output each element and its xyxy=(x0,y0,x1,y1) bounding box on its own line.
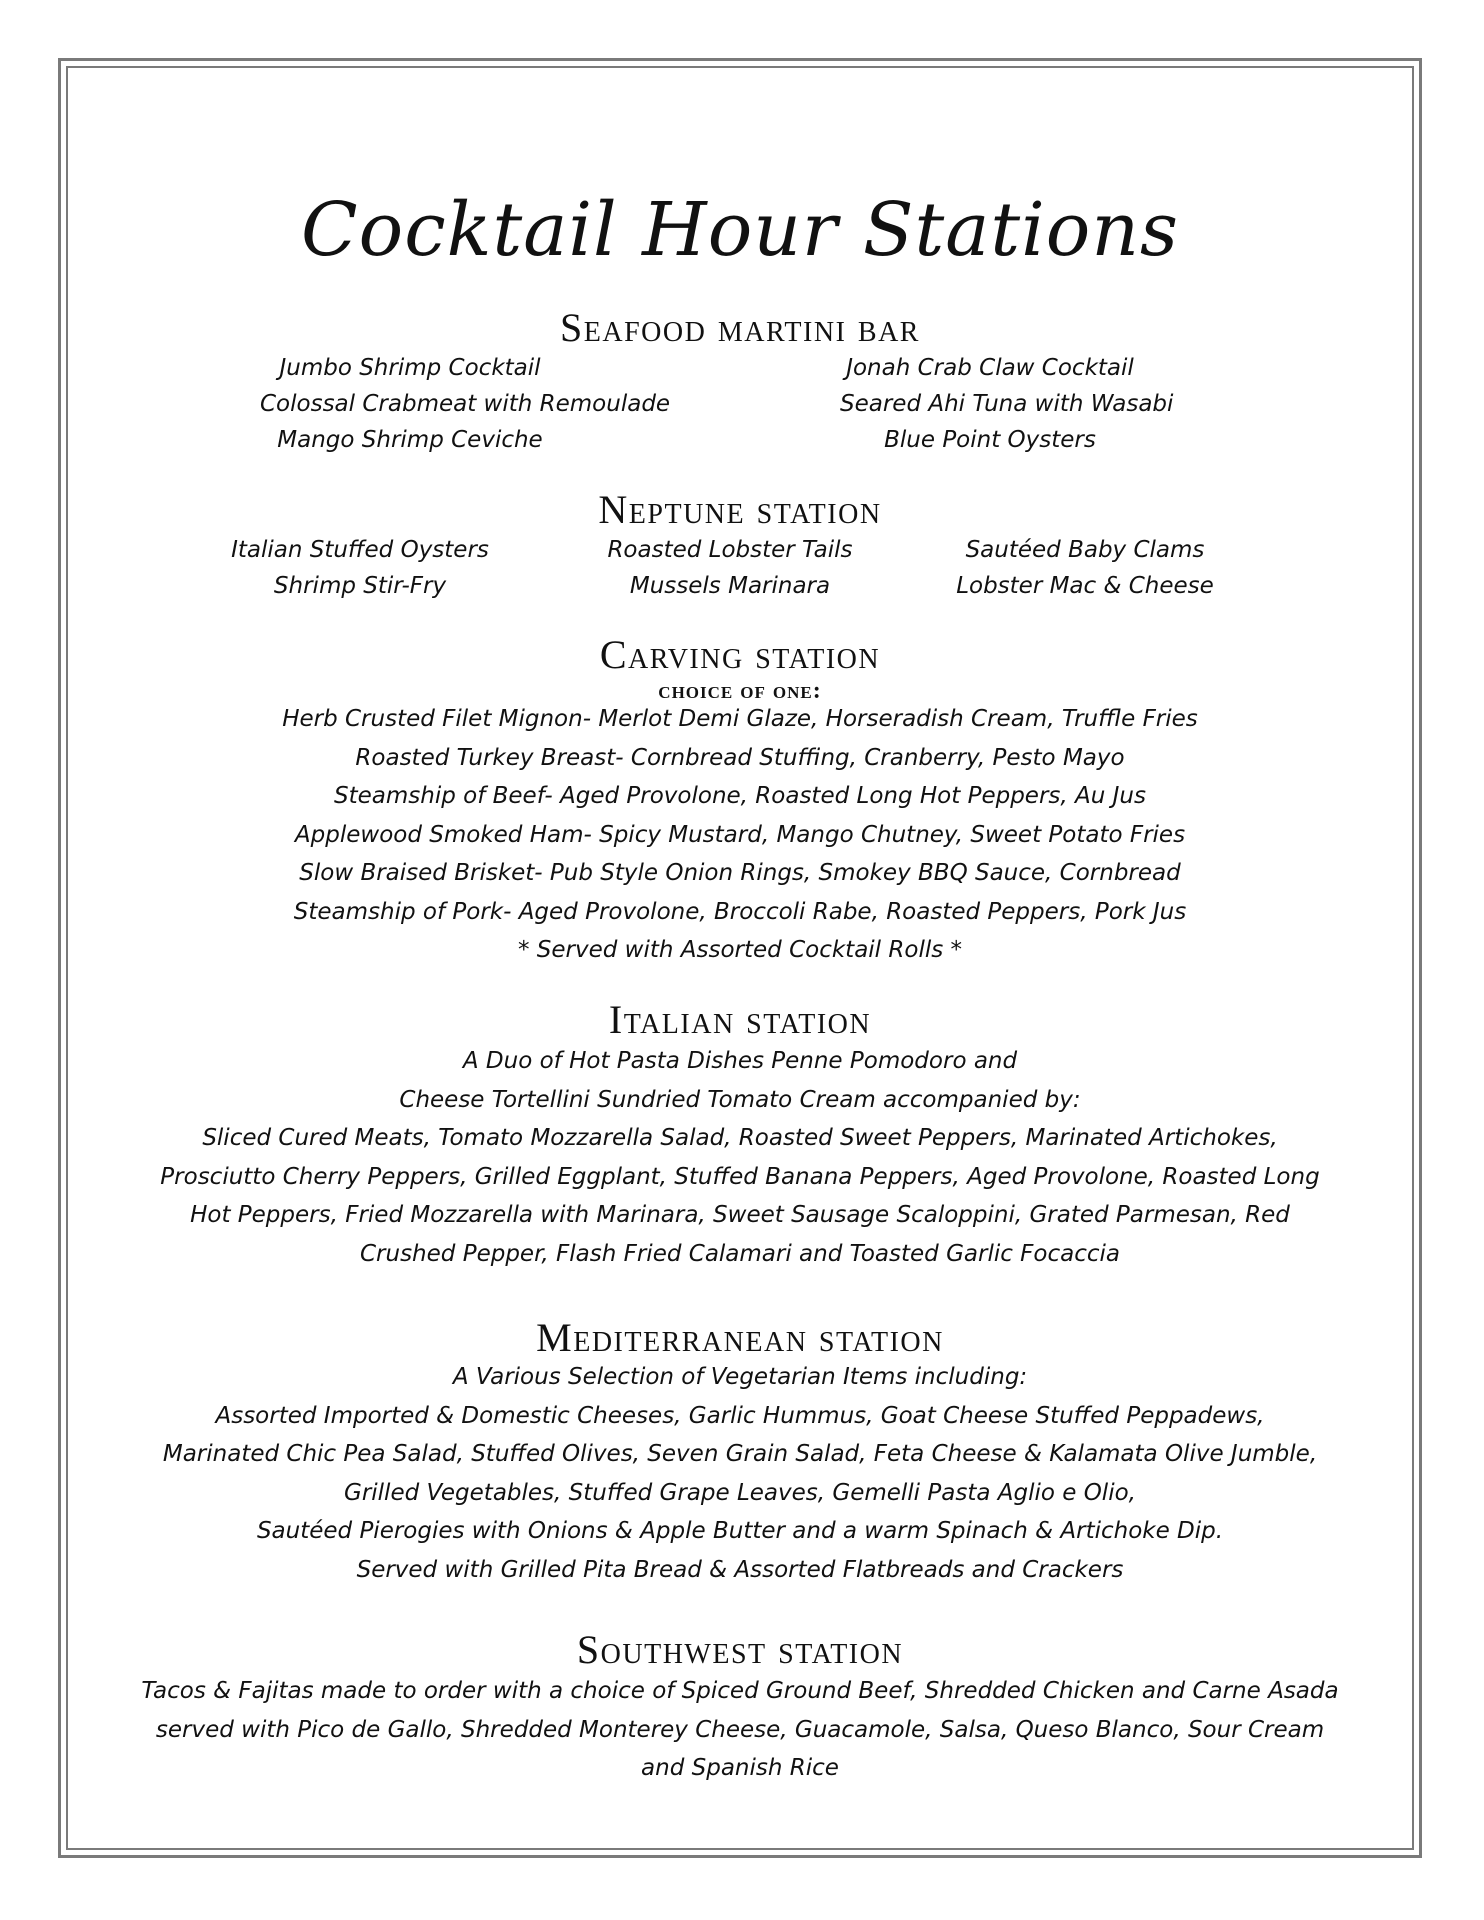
menu-line: Herb Crusted Filet Mignon- Merlot Demi Glaze, Horseradish Cream, Truffle Fries xyxy=(282,706,1198,732)
seafood-left-column xyxy=(260,350,671,458)
menu-item: Lobster Mac & Cheese xyxy=(956,573,1214,599)
mediterranean-heading: Mediterranean station xyxy=(536,1315,944,1360)
menu-line: Cheese Tortellini Sundried Tomato Cream accompanied by: xyxy=(399,1086,1081,1113)
southwest-items xyxy=(80,1672,1400,1788)
menu-line: Served with Grilled Pita Bread & Assorted Flatbreads and Crackers xyxy=(356,1556,1124,1583)
neptune-column-2 xyxy=(600,532,860,604)
menu-line: served with Pico de Gallo, Shredded Monterey Cheese, Guacamole, Salsa, Queso Blanco, Sour Cream xyxy=(155,1716,1325,1743)
seafood-heading: Seafood martini bar xyxy=(560,305,920,350)
menu-item: Italian Stuffed Oysters xyxy=(231,537,489,563)
menu-item: Colossal Crabmeat with Remoulade xyxy=(260,391,671,417)
menu-line: Grilled Vegetables, Stuffed Grape Leaves, Gemelli Pasta Aglio e Olio, xyxy=(344,1479,1136,1506)
italian-heading: Italian station xyxy=(608,997,872,1042)
neptune-column-1 xyxy=(230,532,490,604)
menu-line: Steamship of Beef- Aged Provolone, Roasted Long Hot Peppers, Au Jus xyxy=(334,783,1146,809)
menu-page xyxy=(80,80,1400,1840)
carving-items xyxy=(80,700,1400,970)
menu-line: Roasted Turkey Breast- Cornbread Stuffing, Cranberry, Pesto Mayo xyxy=(355,744,1125,771)
menu-line: Slow Braised Brisket- Pub Style Onion Rings, Smokey BBQ Sauce, Cornbread xyxy=(299,860,1181,886)
menu-line: * Served with Assorted Cocktail Rolls * xyxy=(517,937,963,963)
menu-item: Roasted Lobster Tails xyxy=(607,537,853,563)
carving-subheading: choice of one: xyxy=(658,678,822,704)
menu-line: Assorted Imported & Domestic Cheeses, Garlic Hummus, Goat Cheese Stuffed Peppadews, xyxy=(215,1402,1265,1429)
menu-item: Jonah Crab Claw Cocktail xyxy=(846,355,1134,381)
mediterranean-items xyxy=(80,1358,1400,1589)
menu-line: Steamship of Pork- Aged Provolone, Broccoli Rabe, Roasted Peppers, Pork Jus xyxy=(293,898,1187,925)
seafood-right-column xyxy=(840,350,1174,458)
menu-item: Sautéed Baby Clams xyxy=(965,537,1205,563)
menu-line: Applewood Smoked Ham- Spicy Mustard, Mango Chutney, Sweet Potato Fries xyxy=(294,821,1186,848)
menu-line: Sliced Cured Meats, Tomato Mozzarella Salad, Roasted Sweet Peppers, Marinated Artichokes, xyxy=(202,1125,1278,1151)
menu-line: Marinated Chic Pea Salad, Stuffed Olives, Seven Grain Salad, Feta Cheese & Kalamata Olive Jumble, xyxy=(162,1441,1318,1467)
menu-item: Mussels Marinara xyxy=(629,573,831,599)
neptune-column-3 xyxy=(955,532,1215,604)
menu-line: Hot Peppers, Fried Mozzarella with Marinara, Sweet Sausage Scaloppini, Grated Parmesan, Red xyxy=(190,1202,1290,1228)
menu-item: Shrimp Stir-Fry xyxy=(273,573,447,599)
menu-item: Blue Point Oysters xyxy=(884,427,1096,453)
menu-line: Prosciutto Cherry Peppers, Grilled Eggplant, Stuffed Banana Peppers, Aged Provolone, Roasted Long xyxy=(160,1163,1320,1190)
neptune-heading: Neptune station xyxy=(598,487,882,532)
menu-item: Seared Ahi Tuna with Wasabi xyxy=(840,391,1174,417)
southwest-heading: Southwest station xyxy=(576,1627,904,1672)
menu-line: A Duo of Hot Pasta Dishes Penne Pomodoro and xyxy=(462,1048,1018,1074)
italian-items xyxy=(80,1042,1400,1273)
menu-line: Tacos & Fajitas made to order with a choice of Spiced Ground Beef, Shredded Chicken and Carne Asada xyxy=(141,1678,1339,1704)
menu-item: Mango Shrimp Ceviche xyxy=(277,427,543,453)
carving-heading: Carving station xyxy=(599,632,881,677)
menu-line: and Spanish Rice xyxy=(641,1755,839,1781)
menu-line: Sautéed Pierogies with Onions & Apple Butter and a warm Spinach & Artichoke Dip. xyxy=(256,1518,1224,1544)
menu-line: Crushed Pepper, Flash Fried Calamari and Toasted Garlic Focaccia xyxy=(359,1240,1120,1267)
page-title: Cocktail Hour Stations xyxy=(301,187,1179,273)
menu-item: Jumbo Shrimp Cocktail xyxy=(279,355,541,381)
menu-line: A Various Selection of Vegetarian Items including: xyxy=(452,1364,1028,1390)
